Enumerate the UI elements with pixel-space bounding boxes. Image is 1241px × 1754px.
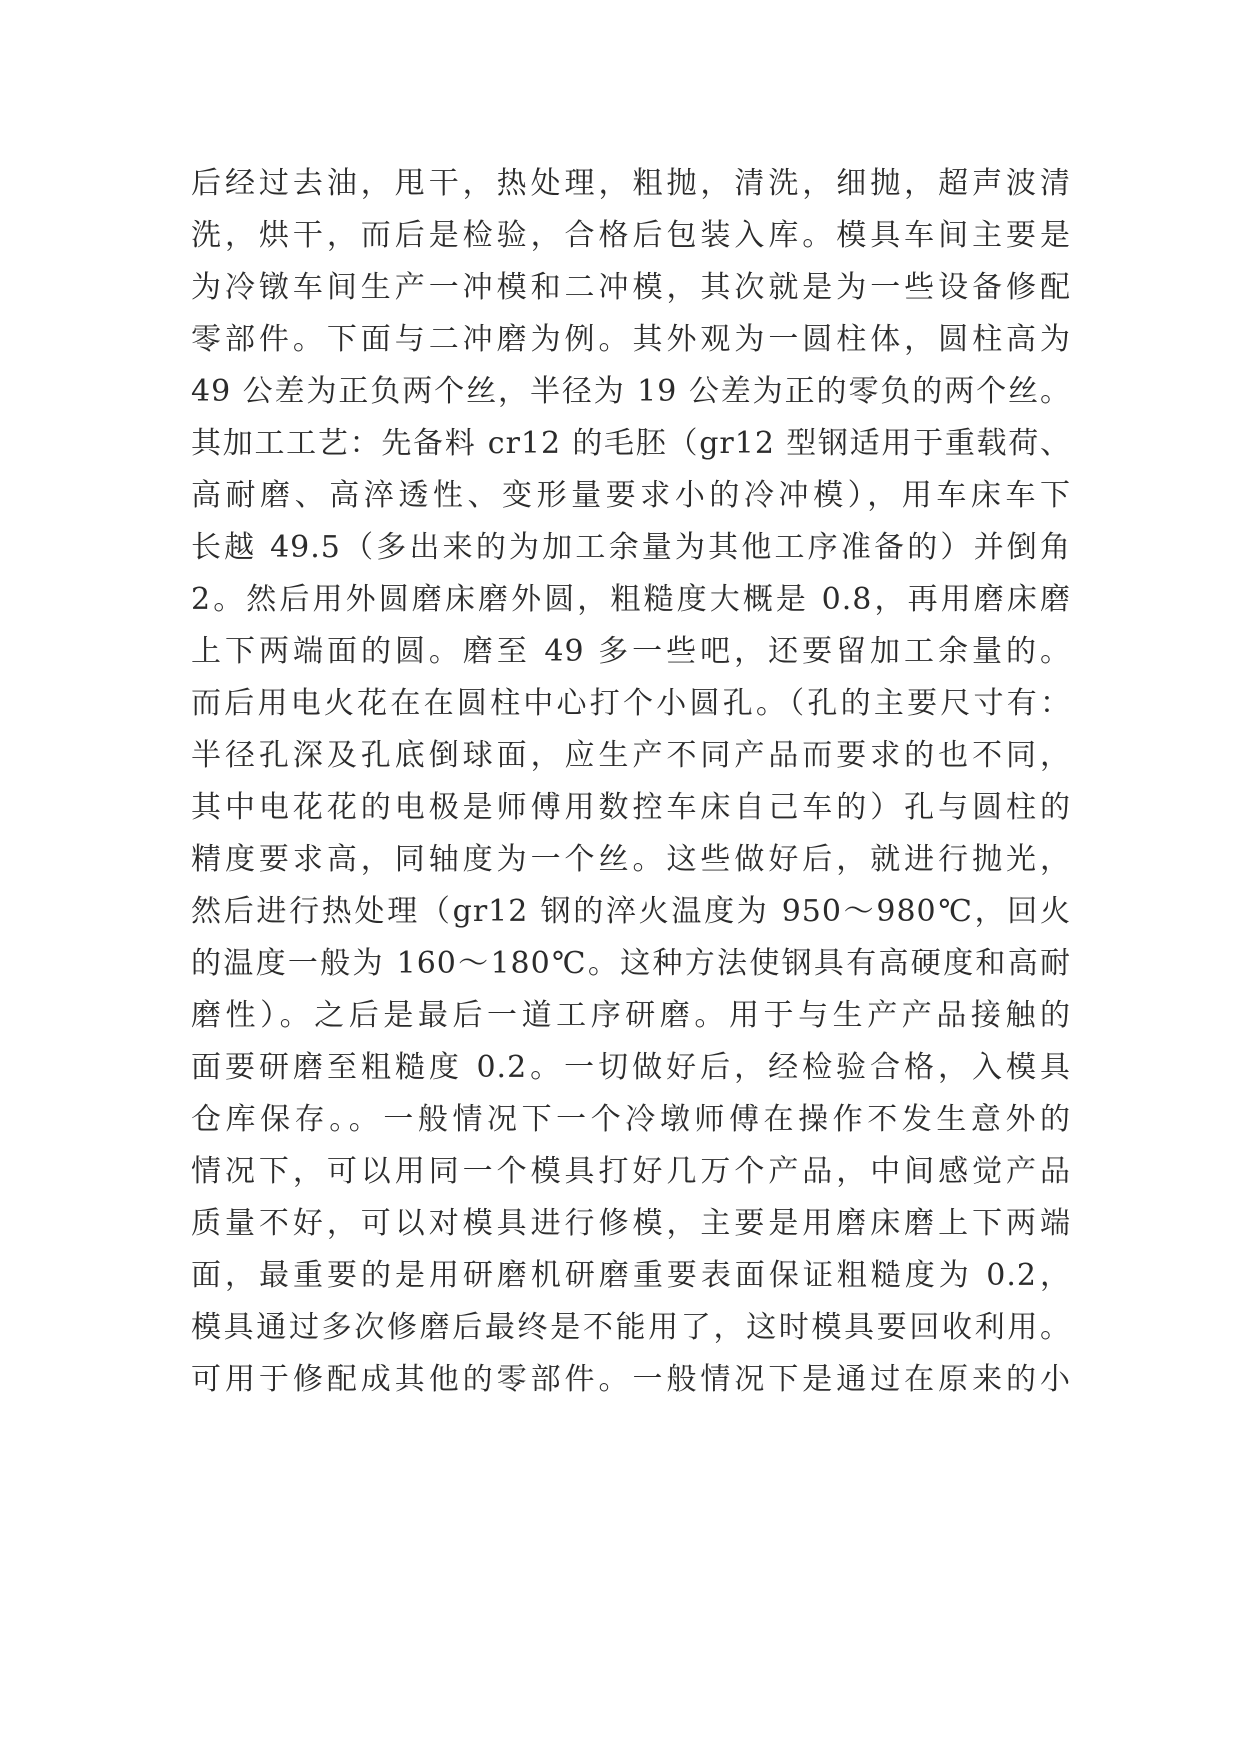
text-line: 半径孔深及孔底倒球面，应生产不同产品而要求的也不同， xyxy=(191,738,1071,773)
text-line: 其加工工艺：先备料 cr12 的毛胚（gr12 型钢适用于重载荷、 xyxy=(191,426,1071,461)
text-line: 其中电花花的电极是师傅用数控车床自己车的）孔与圆柱的 xyxy=(191,790,1071,825)
body-text xyxy=(191,158,1071,1406)
text-line: 为冷镦车间生产一冲模和二冲模，其次就是为一些设备修配 xyxy=(191,270,1071,305)
text-line: 零部件。下面与二冲磨为例。其外观为一圆柱体，圆柱高为 xyxy=(191,322,1071,357)
text-line: 情况下，可以用同一个模具打好几万个产品，中间感觉产品 xyxy=(191,1154,1071,1189)
text-line: 而后用电火花在在圆柱中心打个小圆孔。（孔的主要尺寸有： xyxy=(191,686,1071,721)
text-line: 精度要求高，同轴度为一个丝。这些做好后，就进行抛光， xyxy=(191,842,1071,877)
text-line: 质量不好，可以对模具进行修模，主要是用磨床磨上下两端 xyxy=(191,1206,1071,1241)
text-line: 49 公差为正负两个丝，半径为 19 公差为正的零负的两个丝。 xyxy=(191,374,1071,409)
text-line: 面要研磨至粗糙度 0.2。一切做好后，经检验合格，入模具 xyxy=(191,1050,1071,1085)
text-line: 2。然后用外圆磨床磨外圆，粗糙度大概是 0.8，再用磨床磨 xyxy=(191,582,1071,617)
text-line: 洗，烘干，而后是检验，合格后包装入库。模具车间主要是 xyxy=(191,218,1071,253)
text-line: 模具通过多次修磨后最终是不能用了，这时模具要回收利用。 xyxy=(191,1310,1071,1345)
text-line: 面，最重要的是用研磨机研磨重要表面保证粗糙度为 0.2， xyxy=(191,1258,1071,1293)
text-line: 上下两端面的圆。磨至 49 多一些吧，还要留加工余量的。 xyxy=(191,634,1071,669)
text-line: 可用于修配成其他的零部件。一般情况下是通过在原来的小 xyxy=(191,1362,1071,1397)
text-line: 后经过去油，甩干，热处理，粗抛，清洗，细抛，超声波清 xyxy=(191,166,1071,201)
text-line: 磨性）。之后是最后一道工序研磨。用于与生产产品接触的 xyxy=(191,998,1071,1033)
text-line: 长越 49.5（多出来的为加工余量为其他工序准备的）并倒角 xyxy=(191,530,1071,565)
text-line: 仓库保存。。一般情况下一个冷墩师傅在操作不发生意外的 xyxy=(191,1102,1071,1137)
text-line: 然后进行热处理（gr12 钢的淬火温度为 950～980℃，回火 xyxy=(191,894,1071,929)
text-line: 的温度一般为 160～180℃。这种方法使钢具有高硬度和高耐 xyxy=(191,946,1071,981)
text-line: 高耐磨、高淬透性、变形量要求小的冷冲模），用车床车下 xyxy=(191,478,1071,513)
